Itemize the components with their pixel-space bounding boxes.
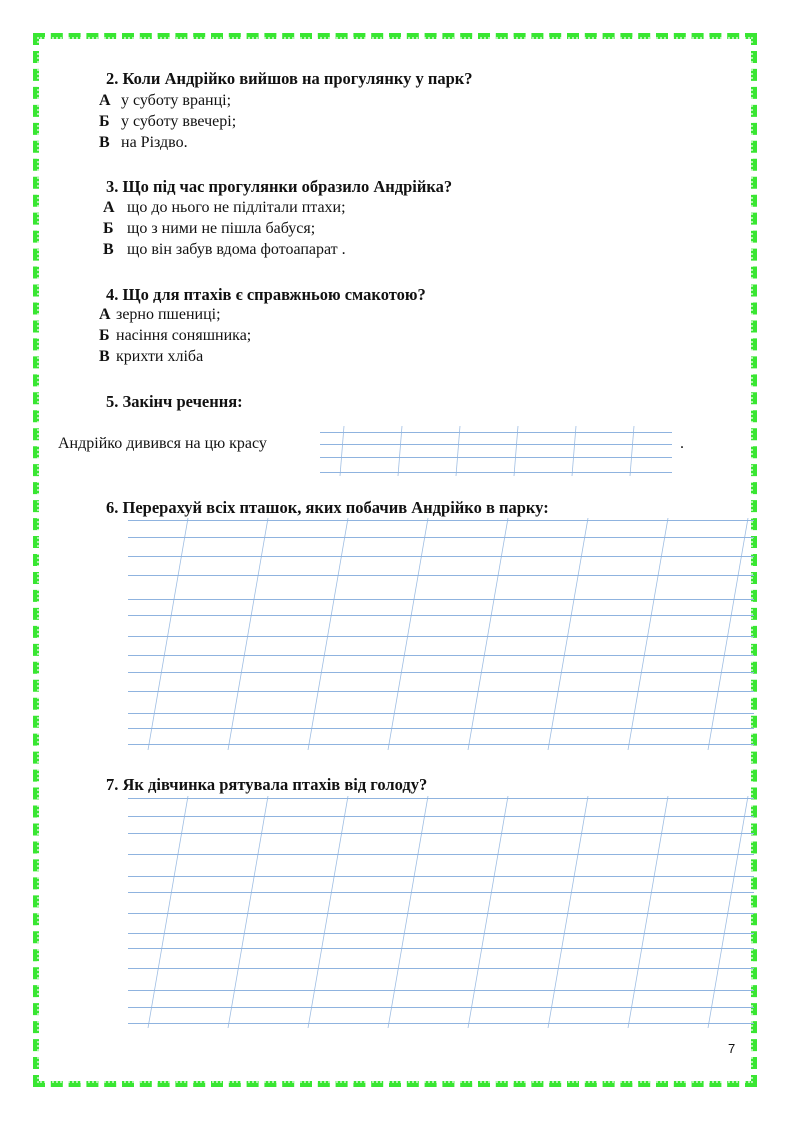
question-3-option-v[interactable] xyxy=(103,241,346,259)
option-text: у суботу ввечері; xyxy=(121,113,237,130)
question-2-option-a[interactable] xyxy=(99,92,231,110)
slant-guide-line xyxy=(548,796,588,1028)
question-3-option-a[interactable] xyxy=(103,199,346,217)
answer-lines-q7[interactable] xyxy=(128,796,754,1028)
option-letter: В xyxy=(99,348,110,365)
slant-guide-line xyxy=(228,518,268,750)
slant-guide-line xyxy=(308,518,348,750)
option-text: у суботу вранці; xyxy=(121,92,232,109)
slant-guide-line xyxy=(308,796,348,1028)
option-letter: Б xyxy=(99,327,110,344)
option-letter: Б xyxy=(103,220,114,237)
option-text: на Різдво. xyxy=(121,134,188,151)
option-letter: А xyxy=(103,199,115,216)
slant-guide-line xyxy=(148,796,188,1028)
question-2-option-b[interactable] xyxy=(99,113,236,131)
option-text: крихти хліба xyxy=(116,348,204,365)
question-4-option-a[interactable] xyxy=(99,306,221,324)
option-text: що з ними не пішла бабуся; xyxy=(127,220,316,237)
sentence-start: Андрійко дивився на цю красу xyxy=(58,435,267,452)
sentence-end: . xyxy=(680,435,684,452)
slant-guide-line xyxy=(388,796,428,1028)
slant-guide-line xyxy=(468,518,508,750)
option-letter: В xyxy=(103,241,114,258)
question-4-option-b[interactable] xyxy=(99,327,251,345)
question-6-title: 6. Перерахуй всіх пташок, яких побачив Андрійко в парку: xyxy=(106,498,549,517)
slant-guide-line xyxy=(548,518,588,750)
option-letter: А xyxy=(99,92,111,109)
slant-guide-line xyxy=(148,518,188,750)
option-letter: В xyxy=(99,134,110,151)
slant-guide-line xyxy=(456,426,460,476)
option-text: що до нього не підлітали птахи; xyxy=(127,199,346,216)
question-3-option-b[interactable] xyxy=(103,220,315,238)
slant-guide-line xyxy=(628,518,668,750)
question-7-title: 7. Як дівчинка рятувала птахів від голоду? xyxy=(106,775,428,794)
option-letter: А xyxy=(99,306,111,323)
question-2-option-v[interactable] xyxy=(99,134,188,152)
option-text: насіння соняшника; xyxy=(116,327,252,344)
slant-guide-line xyxy=(630,426,634,476)
option-text: що він забув вдома фотоапарат . xyxy=(127,241,346,258)
slant-guide-line xyxy=(628,796,668,1028)
slant-guide-line xyxy=(340,426,344,476)
slant-guide-line xyxy=(708,518,748,750)
slant-guide-line xyxy=(708,796,748,1028)
option-text: зерно пшениці; xyxy=(116,306,221,323)
slant-guide-line xyxy=(228,796,268,1028)
question-4-title: 4. Що для птахів є справжньою смакотою? xyxy=(106,285,426,304)
slant-guide-line xyxy=(388,518,428,750)
answer-lines-q5[interactable] xyxy=(320,426,672,476)
question-2-title: 2. Коли Андрійко вийшов на прогулянку у парк? xyxy=(106,69,473,88)
question-3-title: 3. Що під час прогулянки образило Андрійка? xyxy=(106,177,453,196)
slant-guide-line xyxy=(514,426,518,476)
slant-guide-line xyxy=(468,796,508,1028)
slant-guide-line xyxy=(398,426,402,476)
slant-guide-line xyxy=(572,426,576,476)
answer-lines-q6[interactable] xyxy=(128,518,754,750)
question-4-option-v[interactable] xyxy=(99,348,203,366)
page-number: 7 xyxy=(728,1041,736,1056)
option-letter: Б xyxy=(99,113,110,130)
question-5-title: 5. Закінч речення: xyxy=(106,392,243,411)
